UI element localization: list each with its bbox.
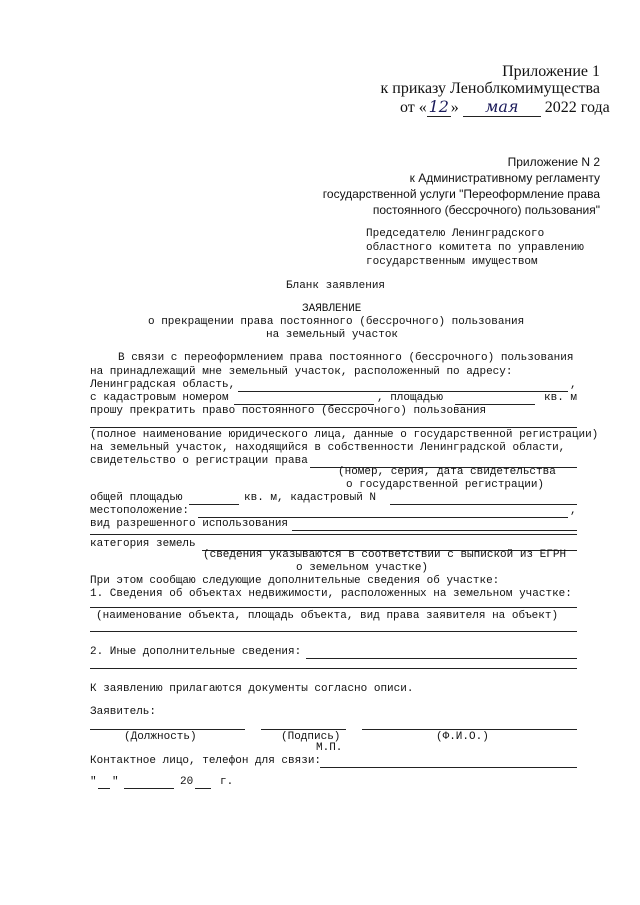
item-2-label: 2. Иные дополнительные сведения: bbox=[90, 646, 302, 658]
date-year-suffix: г. bbox=[220, 776, 234, 788]
para2-line-a: на земельный участок, находящийся в собственности Ленинградской области, bbox=[90, 442, 566, 454]
order-date-month: мая bbox=[463, 97, 541, 117]
date-year-prefix: 20 bbox=[180, 776, 194, 788]
order-date-day: 12 bbox=[428, 97, 449, 116]
address-field-end: , bbox=[570, 379, 577, 391]
certificate-note-2: о государственной регистрации) bbox=[346, 479, 545, 491]
date-quote-close: " bbox=[112, 776, 119, 788]
order-date-mid: » bbox=[450, 99, 459, 116]
reg-line-3: постоянного (бессрочного) пользования" bbox=[372, 203, 600, 217]
signature-field[interactable] bbox=[261, 729, 346, 730]
fio-caption: (Ф.И.О.) bbox=[436, 731, 489, 743]
fio-field[interactable] bbox=[362, 729, 577, 730]
addressee-line-3: государственным имуществом bbox=[366, 256, 538, 268]
item-1-label: 1. Сведения об объектах недвижимости, расположенных на земельном участке: bbox=[90, 588, 572, 600]
objects-field-2[interactable] bbox=[90, 631, 577, 632]
para1-line-a: В связи с переоформлением права постоянного (бессрочного) пользования bbox=[118, 352, 574, 364]
addressee-line-2: областного комитета по управлению bbox=[366, 242, 584, 254]
reg-line-1: к Административному регламенту bbox=[409, 171, 600, 185]
signature-caption: (Подпись) bbox=[281, 731, 341, 743]
location-field-end: , bbox=[570, 505, 577, 517]
date-day-field[interactable] bbox=[98, 788, 110, 789]
attachments-note: К заявлению прилагаются документы согласно описи. bbox=[90, 683, 414, 695]
other-info-field[interactable] bbox=[306, 658, 577, 659]
cadastral-number-field-2[interactable] bbox=[390, 504, 577, 505]
total-area-unit: кв. м, кадастровый N bbox=[244, 492, 377, 504]
document-title: ЗАЯВЛЕНИЕ bbox=[302, 303, 362, 315]
position-caption: (Должность) bbox=[124, 731, 197, 743]
para1-line-b: на принадлежащий мне земельный участок, расположенный по адресу: bbox=[90, 366, 513, 378]
order-date-year: 2022 года bbox=[544, 99, 610, 116]
extra-info-intro: При этом сообщаю следующие дополнительные сведения об участке: bbox=[90, 575, 500, 587]
area-unit: кв. м bbox=[544, 392, 578, 404]
para1-line-c: Ленинградская область, bbox=[90, 379, 236, 391]
reg-appendix-label: Приложение N 2 bbox=[507, 155, 600, 169]
document-subtitle-2: на земельный участок bbox=[266, 329, 399, 341]
order-appendix-label: Приложение 1 bbox=[502, 63, 600, 80]
date-month-field[interactable] bbox=[124, 788, 174, 789]
location-label: местоположение: bbox=[90, 505, 190, 517]
applicant-label: Заявитель: bbox=[90, 706, 157, 718]
para1-line-e: прошу прекратить право постоянного (бессрочного) пользования bbox=[90, 405, 487, 417]
permitted-use-field[interactable] bbox=[292, 530, 577, 531]
permitted-use-field-2[interactable] bbox=[90, 534, 577, 535]
objects-note: (наименование объекта, площадь объекта, вид права заявителя на объект) bbox=[96, 610, 559, 622]
egrn-note-2: о земельном участке) bbox=[296, 562, 429, 574]
order-date-from: от « bbox=[400, 99, 427, 116]
addressee-line-1: Председателю Ленинградского bbox=[366, 228, 545, 240]
egrn-note-1: (сведения указываются в соответствии с выпиской из ЕГРН bbox=[203, 549, 567, 561]
cadastral-label: с кадастровым номером bbox=[90, 392, 229, 404]
objects-field[interactable] bbox=[90, 607, 577, 608]
certificate-note-1: (номер, серия, дата свидетельства bbox=[338, 466, 556, 478]
contact-field[interactable] bbox=[320, 767, 577, 768]
order-date bbox=[400, 97, 610, 117]
reg-line-2: государственной услуги "Переоформление права bbox=[322, 187, 600, 201]
order-reference: к приказу Леноблкомимущества bbox=[380, 80, 600, 97]
total-area-field[interactable] bbox=[189, 504, 239, 505]
land-category-label: категория земель bbox=[90, 538, 196, 550]
position-field[interactable] bbox=[90, 729, 245, 730]
other-info-field-2[interactable] bbox=[90, 668, 577, 669]
date-year-field[interactable] bbox=[195, 788, 211, 789]
total-area-label: общей площадью bbox=[90, 492, 183, 504]
stamp-label: М.П. bbox=[316, 742, 343, 754]
legal-entity-note: (полное наименование юридического лица, данные о государственной регистрации) bbox=[90, 429, 599, 441]
certificate-label: свидетельство о регистрации права bbox=[90, 455, 308, 467]
contact-label: Контактное лицо, телефон для связи: bbox=[90, 755, 322, 767]
legal-entity-field[interactable] bbox=[90, 427, 577, 428]
date-quote-open: " bbox=[90, 776, 97, 788]
document-subtitle-1: о прекращении права постоянного (бессрочного) пользования bbox=[148, 316, 525, 328]
permitted-use-label: вид разрешенного использования bbox=[90, 518, 289, 530]
area-label: , площадью bbox=[377, 392, 444, 404]
form-title: Бланк заявления bbox=[286, 280, 386, 292]
